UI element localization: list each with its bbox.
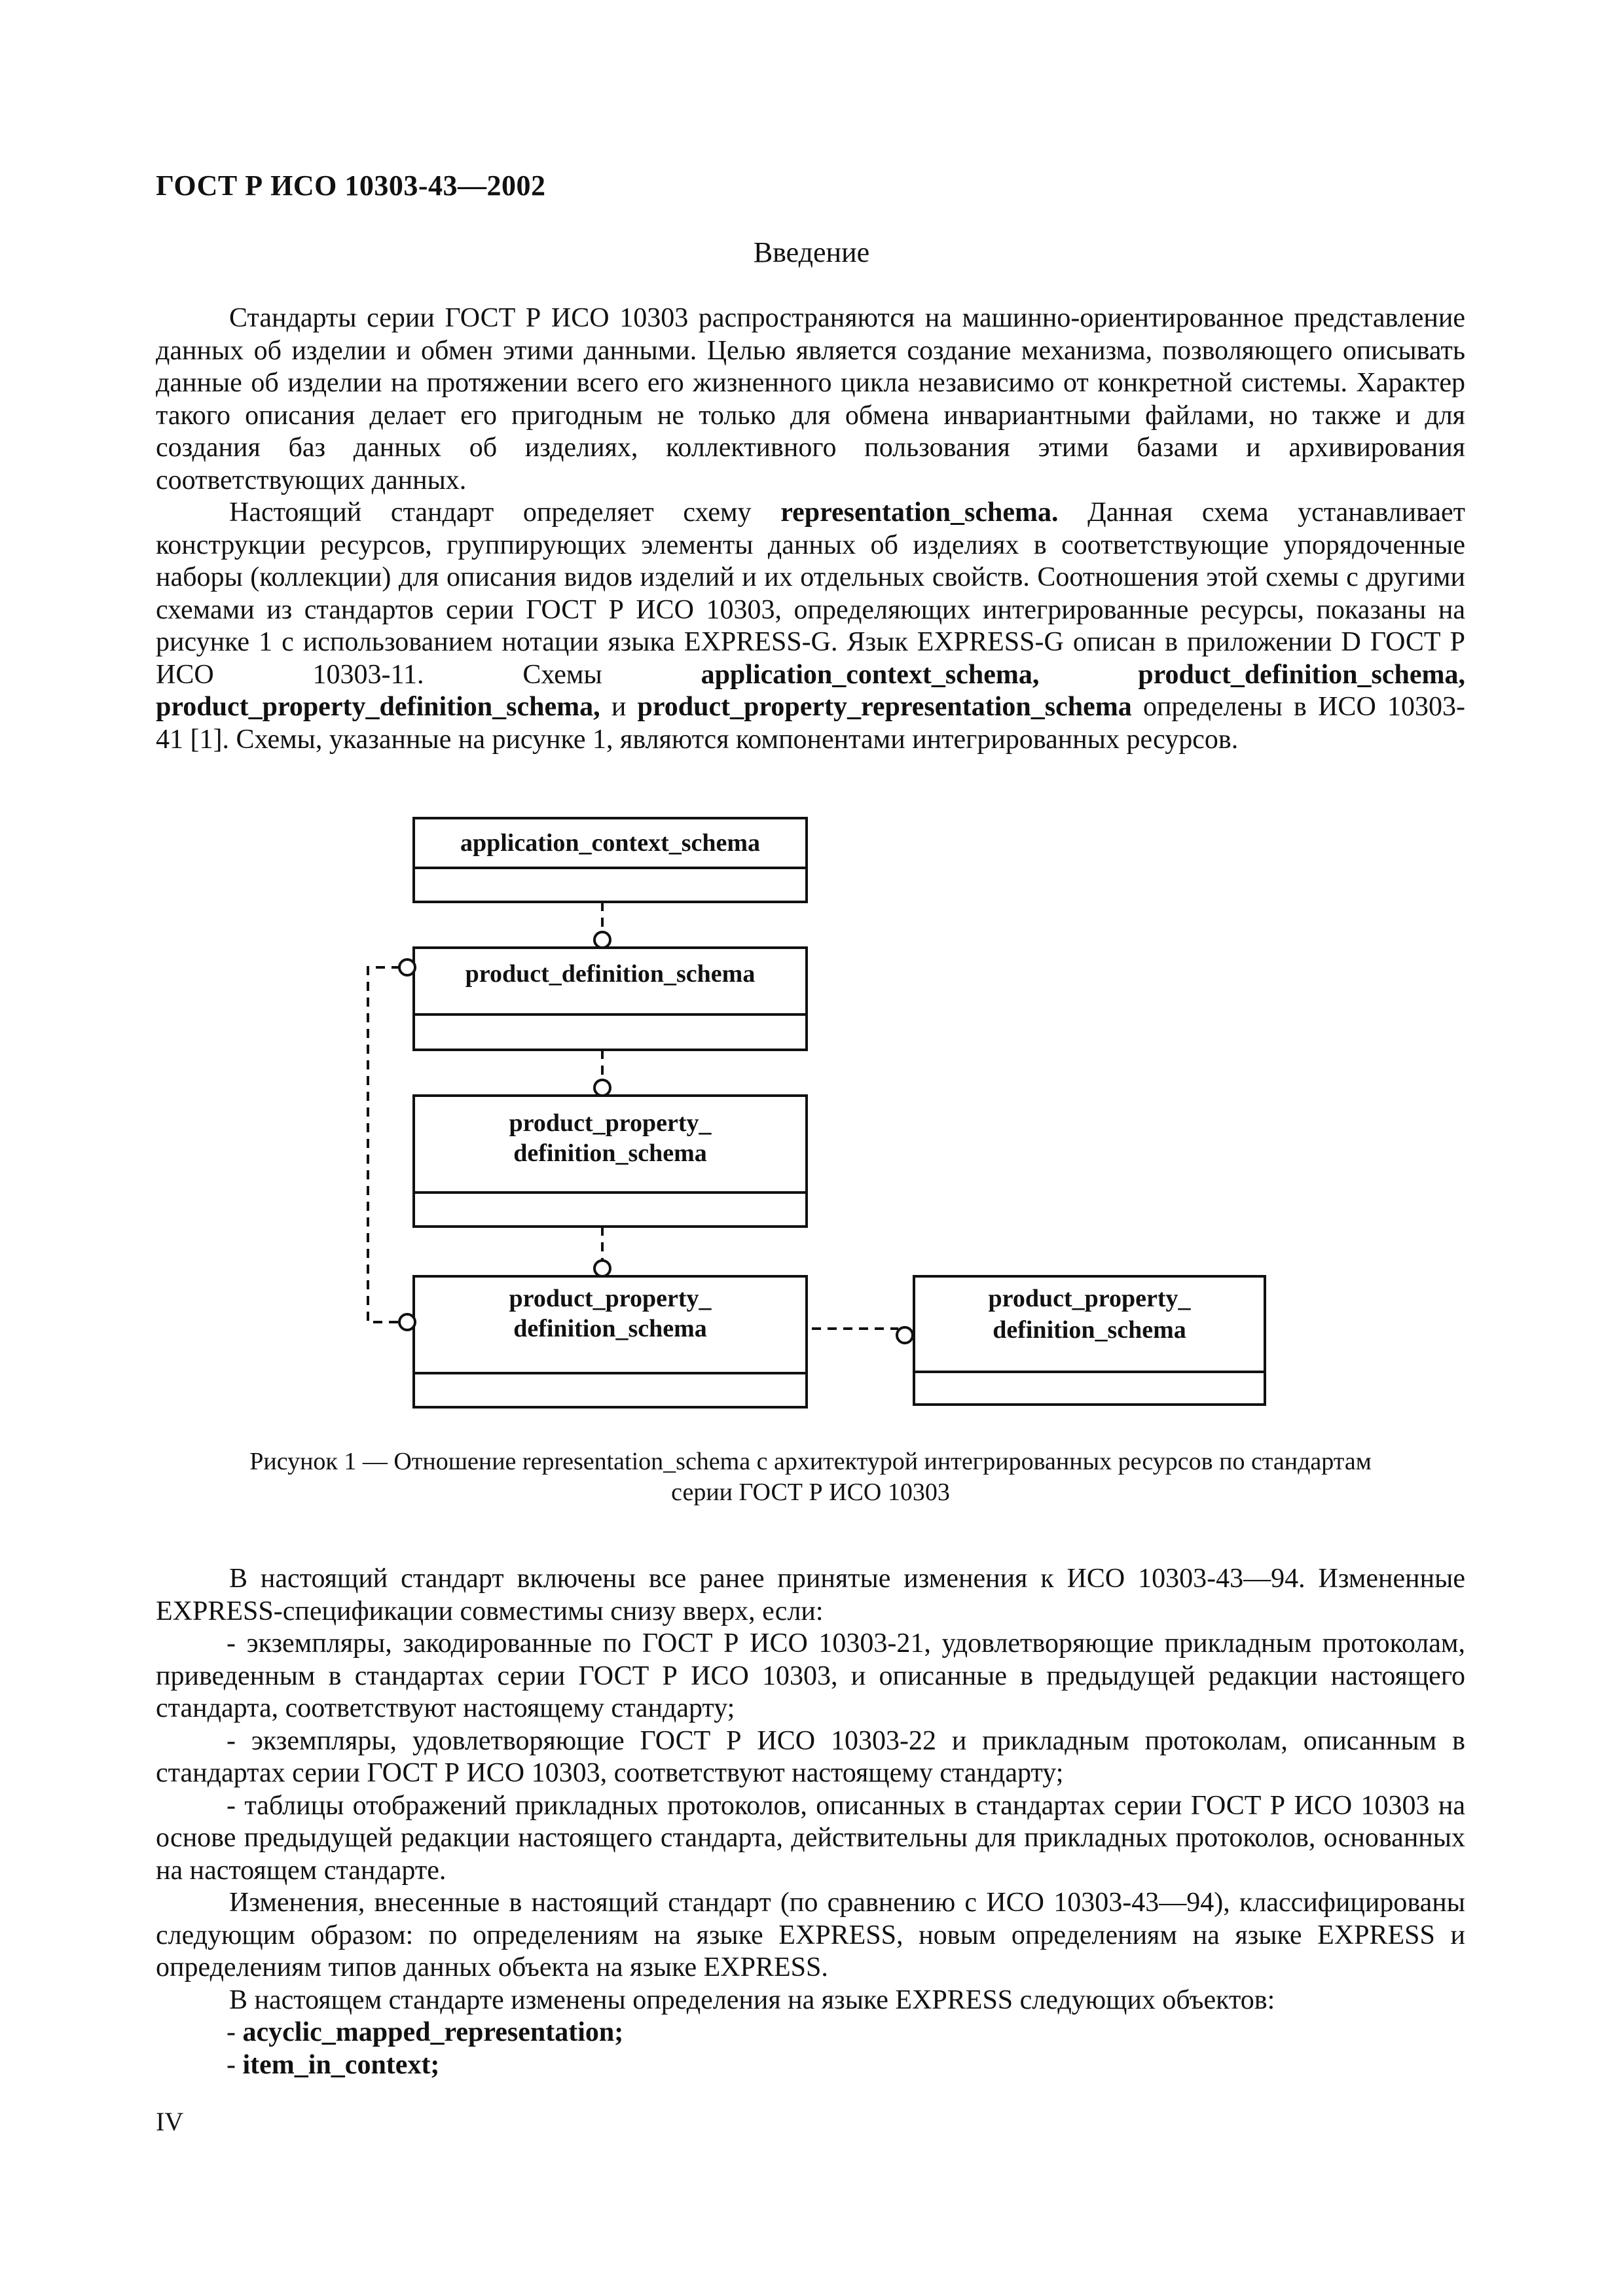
relation-circle — [594, 1080, 610, 1096]
entity-name: acyclic_mapped_representation; — [242, 2017, 624, 2047]
box-label: product_definition_schema — [465, 960, 756, 988]
changes-paragraph-3: В настоящем стандарте изменены определения на языке EXPRESS следующих объектов: — [229, 1984, 1275, 2015]
list-item: - экземпляры, удовлетворяющие ГОСТ Р ИСО 10303-22 и прикладным протоколам, описанным в стандартах серии ГОСТ Р ИСО 10303, соответствуют настоящему стандарту; — [156, 1725, 1465, 1788]
relation-circle — [399, 1314, 415, 1330]
box-label: product_property_ — [509, 1285, 712, 1312]
caption-line: Рисунок 1 — Отношение representation_schema с архитектурой интегрированных ресурсов по стандартам — [249, 1448, 1372, 1475]
changes-paragraph-1: В настоящий стандарт включены все ранее принятые изменения к ИСО 10303-43—94. Измененные EXPRESS-спецификации совместимы снизу вверх, если: — [156, 1564, 1465, 1626]
text-run: и — [600, 692, 638, 722]
relation-circle — [399, 960, 415, 975]
box-label: product_property_ — [988, 1285, 1191, 1312]
text-run: Настоящий стандарт определяет схему — [229, 497, 781, 528]
page-number: IV — [156, 2107, 184, 2136]
entity-name: item_in_context; — [242, 2049, 440, 2080]
schema-name: product_property_representation_schema — [637, 692, 1132, 722]
relation-circle — [594, 932, 610, 948]
text-run: Данная схема устанавливает конструкции ресурсов, группирующих элементы данных об изделиях в соответствующие упорядоченные наборы (коллекции) для описания видов изделий и их отдельных свойств. Соотношения этой схемы с другими схемами из стандартов серии ГОСТ Р ИСО 10303, определяющих интегрированные ресурсы, показаны на рисунке 1 с использованием нотации языка EXPRESS-G. Язык EXPRESS-G описан в приложении D ГОСТ Р ИСО 10303-11. Схемы — [156, 497, 1465, 690]
box-label: definition_schema — [513, 1139, 707, 1167]
caption-line: серии ГОСТ Р ИСО 10303 — [671, 1479, 950, 1506]
box-label: application_context_schema — [460, 829, 761, 857]
list-dash: - — [227, 2049, 243, 2080]
schema-name: representation_schema. — [780, 497, 1059, 528]
changes-paragraph-2: Изменения, внесенные в настоящий стандарт (по сравнению с ИСО 10303-43—94), классифицированы следующим образом: по определениям на языке EXPRESS, новым определениям на языке EXPRESS и определениям типов данных объекта на языке EXPRESS. — [156, 1888, 1465, 1982]
box-label: definition_schema — [513, 1315, 707, 1342]
list-item: - экземпляры, закодированные по ГОСТ Р ИСО 10303-21, удовлетворяющие прикладным протоколам, приведенным в стандартах серии ГОСТ Р ИСО 10303, и описанные в предыдущей редакции настоящего стандарта, соответствуют настоящему стандарту; — [156, 1628, 1465, 1723]
list-item — [156, 2017, 1465, 2049]
relation-circle — [594, 1261, 610, 1276]
text-run: определены в ИСО 10303-41 [1]. Схемы, указанные на рисунке 1, являются компонентами интегрированных ресурсов. — [156, 692, 1465, 755]
changes-text — [156, 1563, 1465, 2081]
section-title: Введение — [753, 236, 870, 268]
box-label: product_property_ — [509, 1109, 712, 1137]
list-dash: - — [227, 2017, 243, 2047]
relation-circle — [897, 1327, 913, 1343]
box-label: definition_schema — [993, 1316, 1186, 1344]
list-item — [156, 2049, 1465, 2082]
schema-names: application_context_schema, product_definition_schema, product_property_definition_schema, — [156, 659, 1465, 722]
intro-paragraph-1: Стандарты серии ГОСТ Р ИСО 10303 распространяются на машинно-ориентированное представление данных об изделии и обмен этими данными. Целью является создание механизма, позволяющего описывать данные об изделии на протяжении всего его жизненного цикла независимо от конкретной системы. Характер такого описания делает его пригодным не только для обмена инвариантными файлами, но также и для создания баз данных об изделиях, коллективного пользования этими базами и архивирования соответствующих данных. — [156, 303, 1465, 495]
standard-designation: ГОСТ Р ИСО 10303-43—2002 — [156, 170, 546, 202]
figure-caption — [156, 1446, 1465, 1508]
list-item: - таблицы отображений прикладных протоколов, описанных в стандартах серии ГОСТ Р ИСО 10303 на основе предыдущей редакции настоящего стандарта, действительны для прикладных протоколов, основанных на настоящем стандарте. — [156, 1790, 1465, 1886]
